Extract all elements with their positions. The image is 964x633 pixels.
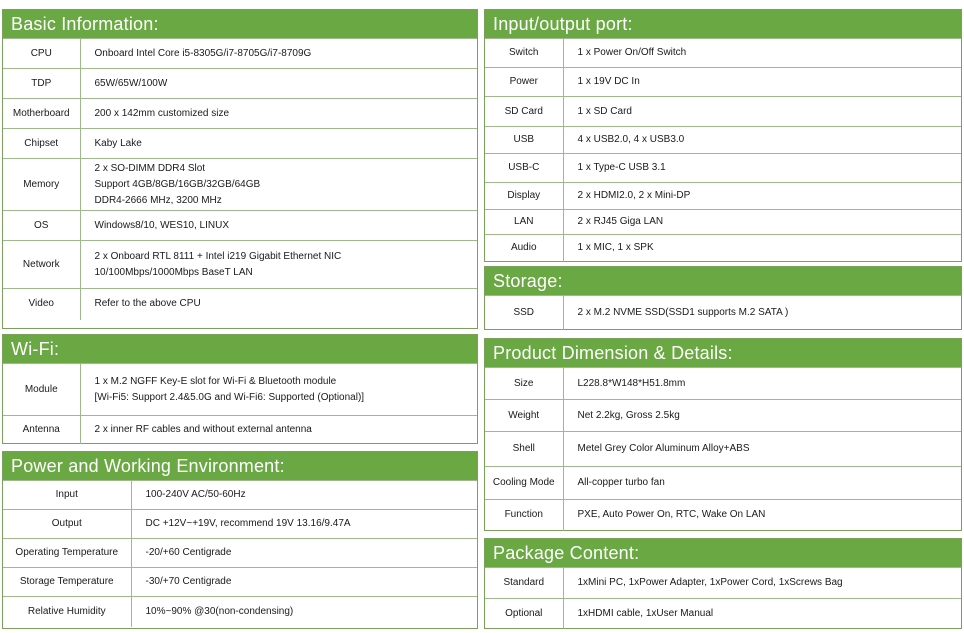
spec-value-line: 10%~90% @30(non-condensing)	[145, 605, 294, 617]
spec-label: LAN	[485, 210, 563, 235]
spec-row	[485, 183, 961, 210]
spec-value	[563, 39, 961, 68]
spec-label: Cooling Mode	[485, 467, 563, 500]
spec-row	[485, 97, 961, 127]
panel-title: Package Content:	[485, 539, 961, 567]
spec-value	[80, 364, 477, 416]
spec-value	[131, 481, 477, 510]
spec-row	[3, 241, 477, 289]
spec-label: Optional	[485, 599, 563, 629]
spec-label: Motherboard	[3, 99, 80, 129]
spec-value	[80, 159, 477, 211]
spec-label: Antenna	[3, 416, 80, 444]
spec-row	[485, 467, 961, 500]
panel-title: Storage:	[485, 267, 961, 295]
spec-value	[80, 211, 477, 241]
spec-row	[3, 597, 477, 627]
spec-row	[3, 364, 477, 416]
spec-value-line: Kaby Lake	[94, 137, 142, 149]
spec-value	[563, 210, 961, 235]
spec-value-line: 1 x 19V DC In	[577, 76, 640, 87]
panel-title: Power and Working Environment:	[3, 452, 477, 480]
spec-label: USB	[485, 127, 563, 154]
spec-row	[3, 539, 477, 568]
spec-value-line: 2 x SO-DIMM DDR4 Slot	[94, 162, 206, 174]
spec-value-line: 1xMini PC, 1xPower Adapter, 1xPower Cord, 1xScrews Bag	[577, 577, 843, 588]
spec-value	[563, 368, 961, 400]
spec-row	[485, 210, 961, 235]
spec-value	[563, 183, 961, 210]
wifi-panel	[2, 334, 478, 444]
spec-label: Function	[485, 500, 563, 531]
spec-value	[563, 68, 961, 97]
spec-label: SSD	[485, 296, 563, 330]
spec-value	[80, 39, 477, 69]
spec-value	[80, 416, 477, 444]
spec-table	[485, 295, 961, 330]
power-panel	[2, 451, 478, 629]
dimension-panel	[484, 338, 962, 531]
spec-label: Audio	[485, 235, 563, 262]
spec-value-line: 2 x HDMI2.0, 2 x Mini-DP	[577, 190, 691, 201]
spec-value	[131, 539, 477, 568]
spec-label: TDP	[3, 69, 80, 99]
panel-title: Product Dimension & Details:	[485, 339, 961, 367]
spec-table	[3, 363, 477, 444]
spec-row	[3, 289, 477, 320]
spec-value-line: 2 x RJ45 Giga LAN	[577, 216, 664, 227]
spec-value	[131, 510, 477, 539]
spec-row	[485, 368, 961, 400]
spec-label: Standard	[485, 568, 563, 599]
spec-row	[3, 416, 477, 444]
spec-value-line: PXE, Auto Power On, RTC, Wake On LAN	[577, 509, 766, 521]
spec-value-line: Support 4GB/8GB/16GB/32GB/64GB	[94, 178, 261, 190]
io-panel	[484, 9, 962, 262]
spec-value-line: All-copper turbo fan	[577, 477, 665, 488]
spec-label: Network	[3, 241, 80, 289]
spec-value	[80, 69, 477, 99]
spec-value	[563, 127, 961, 154]
spec-label: Module	[3, 364, 80, 416]
spec-value	[80, 129, 477, 159]
spec-row	[3, 510, 477, 539]
spec-label: CPU	[3, 39, 80, 69]
spec-row	[485, 39, 961, 68]
spec-value-line: 1xHDMI cable, 1xUser Manual	[577, 607, 714, 619]
spec-value	[80, 99, 477, 129]
spec-label: Chipset	[3, 129, 80, 159]
spec-value-line: 1 x M.2 NGFF Key-E slot for Wi-Fi & Bluetooth module	[94, 375, 337, 387]
spec-value-line: 1 x Power On/Off Switch	[577, 47, 687, 58]
spec-value	[563, 432, 961, 467]
spec-row	[3, 568, 477, 597]
spec-value-line: 2 x M.2 NVME SSD(SSD1 supports M.2 SATA )	[577, 306, 789, 318]
spec-row	[3, 129, 477, 159]
spec-row	[485, 235, 961, 262]
spec-label: Shell	[485, 432, 563, 467]
spec-value-line: 65W/65W/100W	[94, 77, 168, 89]
spec-value	[563, 154, 961, 183]
spec-row	[485, 500, 961, 531]
spec-row	[3, 211, 477, 241]
spec-row	[485, 68, 961, 97]
panel-title: Input/output port:	[485, 10, 961, 38]
spec-value-line: 4 x USB2.0, 4 x USB3.0	[577, 134, 685, 145]
spec-value-line: 2 x inner RF cables and without external antenna	[94, 423, 312, 435]
spec-row	[3, 99, 477, 129]
spec-label: Video	[3, 289, 80, 320]
spec-value-line: Metel Grey Color Aluminum Alloy+ABS	[577, 443, 750, 454]
spec-value-line: 2 x Onboard RTL 8111 + Intel i219 Gigabit Ethernet NIC	[94, 250, 342, 262]
spec-value-line: -30/+70 Centigrade	[145, 576, 232, 587]
spec-value-line: 200 x 142mm customized size	[94, 107, 230, 119]
spec-label: Input	[3, 481, 131, 510]
spec-value	[80, 241, 477, 289]
spec-value-line: L228.8*W148*H51.8mm	[577, 377, 686, 389]
spec-row	[3, 159, 477, 211]
storage-panel	[484, 266, 962, 330]
spec-value	[80, 289, 477, 320]
spec-row	[485, 127, 961, 154]
spec-label: USB-C	[485, 154, 563, 183]
spec-label: Size	[485, 368, 563, 400]
spec-table	[3, 480, 477, 627]
spec-value-line: Refer to the above CPU	[94, 298, 201, 310]
spec-value-line: 1 x Type-C USB 3.1	[577, 162, 666, 173]
spec-label: Memory	[3, 159, 80, 211]
spec-value-line: [Wi-Fi5: Support 2.4&5.0G and Wi-Fi6: Supported (Optional)]	[94, 391, 365, 403]
spec-value	[563, 400, 961, 432]
spec-table	[485, 567, 961, 629]
spec-label: Switch	[485, 39, 563, 68]
spec-value-line: DC +12V~+19V, recommend 19V 13.16/9.47A	[145, 518, 351, 529]
spec-value-line: DDR4-2666 MHz, 3200 MHz	[94, 194, 222, 206]
spec-row	[485, 432, 961, 467]
spec-row	[3, 481, 477, 510]
spec-label: Storage Temperature	[3, 568, 131, 597]
spec-value-line: 1 x MIC, 1 x SPK	[577, 242, 654, 254]
spec-label: Display	[485, 183, 563, 210]
basic-information-panel	[2, 9, 478, 329]
spec-row	[3, 39, 477, 69]
spec-value-line: Onboard Intel Core i5-8305G/i7-8705G/i7-8709G	[94, 47, 312, 59]
spec-value-line: 1 x SD Card	[577, 105, 632, 117]
spec-row	[485, 154, 961, 183]
package-panel	[484, 538, 962, 629]
spec-label: Power	[485, 68, 563, 97]
spec-value	[131, 568, 477, 597]
spec-value-line: 100-240V AC/50-60Hz	[145, 489, 246, 500]
spec-row	[485, 599, 961, 629]
spec-value-line: 10/100Mbps/1000Mbps BaseT LAN	[94, 266, 253, 278]
spec-value-line: Windows8/10, WES10, LINUX	[94, 219, 229, 231]
spec-value	[563, 235, 961, 262]
spec-label: Relative Humidity	[3, 597, 131, 627]
spec-value	[563, 500, 961, 531]
spec-row	[485, 568, 961, 599]
spec-value-line: Net 2.2kg, Gross 2.5kg	[577, 409, 680, 421]
spec-value	[563, 568, 961, 599]
spec-row	[485, 296, 961, 330]
spec-table	[3, 38, 477, 320]
spec-value	[563, 467, 961, 500]
panel-title: Basic Information:	[3, 10, 477, 38]
spec-table	[485, 367, 961, 531]
spec-label: Output	[3, 510, 131, 539]
spec-value	[563, 97, 961, 127]
spec-label: SD Card	[485, 97, 563, 127]
spec-label: Weight	[485, 400, 563, 432]
spec-table	[485, 38, 961, 262]
spec-value-line: -20/+60 Centigrade	[145, 547, 232, 558]
spec-value	[563, 296, 961, 330]
spec-row	[3, 69, 477, 99]
panel-title: Wi-Fi:	[3, 335, 477, 363]
spec-value	[131, 597, 477, 627]
spec-label: Operating Temperature	[3, 539, 131, 568]
spec-label: OS	[3, 211, 80, 241]
spec-row	[485, 400, 961, 432]
spec-value	[563, 599, 961, 629]
